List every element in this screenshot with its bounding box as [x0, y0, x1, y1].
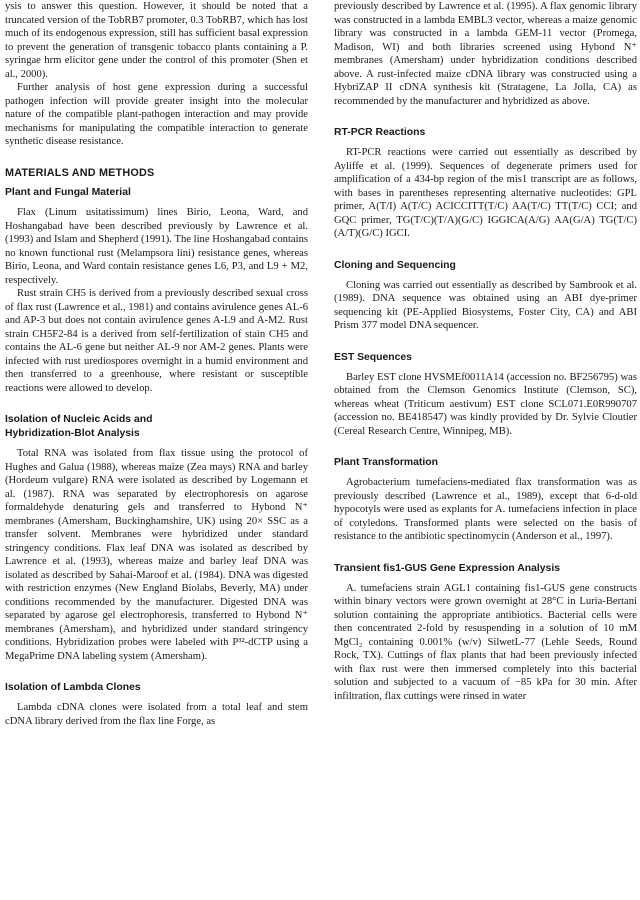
methods-heading: MATERIALS AND METHODS [5, 166, 155, 179]
cloning-paragraph: Cloning was carried out essentially as described by Sambrook et al. (1989). DNA sequence was obtained using an ABI dye-primer sequencing kit (PE-Applied Biosystems, Foster City, CA) and ABI Prism 377 model DNA sequencer. [334, 279, 637, 331]
plant-transformation-heading: Plant Transformation [334, 457, 438, 468]
intro-paragraph-2: Further analysis of host gene expression during a successful pathogen infection will provide greater insight into the molecular nature of the compatible plant-pathogen interaction and may provide mechanisms for manipulating the compatible interaction to generate synthetic disease resistance. [5, 82, 308, 147]
isolation-heading-line-1: Isolation of Nucleic Acids and [5, 414, 153, 425]
est-heading: EST Sequences [334, 351, 412, 363]
plant-fungal-heading: Plant and Fungal Material [5, 187, 131, 198]
cloning-heading: Cloning and Sequencing [334, 259, 456, 271]
rt-pcr-heading: RT-PCR Reactions [334, 127, 426, 138]
isolation-paragraph: Total RNA was isolated from flax tissue using the protocol of Hughes and Galua (1988), whereas maize (Zea mays) RNA and barley (Hordeum vulgare) RNA were isolated as described by Logemann et al. (1987). RNA was separated by electrophoresis on agarose formaldehyde denaturing gels and transferred to Hybond N⁺ membranes (Amersham, Buckinghamshire, UK) using 20× SSC as a transfer solvent. Membranes were hybridized under standard stringency conditions. Flax leaf DNA was isolated as described by Lawrence et al. (1993), whereas maize and barley leaf DNA was isolated as described by Sahai-Maroof et al. (1984). DNA was digested with restriction enzymes (New England Biolabs, Beverly, MA) under conditions recommended by the manufacturer. Digested DNA was separated by agarose gel electrophoresis, transferred to Hybond N⁺ membranes (Amersham), and hybridized under standard stringency conditions. Hybridization probes were labeled with P³²-dCTP using a MegaPrime DNA labeling system (Amersham). [5, 448, 308, 662]
lambda-clones-heading: Isolation of Lambda Clones [5, 682, 141, 693]
right-column [334, 0, 637, 703]
library-paragraph: previously described by Lawrence et al. (1995). A flax genomic library was constructed in a lambda EMBL3 vector, whereas a maize genomic library was constructed in a lambda GEM-11 vector (Promega, Madison, WI) and both libraries screened using Hybond N⁺ membranes (Amersham) under hybridization conditions described above. A rust-infected maize cDNA library was constructed using a HybriZAP II cDNA synthesis kit (Stratagene, La Jolla, CA) as recommended by the manufacturer and hybridized as above. [334, 1, 637, 107]
isolation-heading-line-2: Hybridization-Blot Analysis [5, 428, 140, 439]
rt-pcr-paragraph: RT-PCR reactions were carried out essentially as described by Ayliffe et al. (1999). Sequences of degenerate primers used for amplification of a 434-bp region of the mis1 transcript are as follows, with bases in parentheses representing alternative nucleotides: GPL primer, A(T/I) A(T/C) ACICCITT(T/C) AA(T/C) TT(T/C) CCI; and GQC primer, TG(T/C)(T/A)(G/C) IGGICA(A/G) AA(G/A) TG(T/C)(A/T)(G/C) IGCI. [334, 147, 637, 239]
intro-paragraph-1: ysis to answer this question. However, it should be noted that a truncated version of the TobRB7 promoter, 0.3 TobRB7, which has lost much of its endogenous expression, still has sufficient basal expression to prevent the generation of transgenic tobacco plants containing a P. syringae hrm elicitor gene under the control of this promoter (Shen et al., 2000). [5, 1, 308, 80]
plant-paragraph-2: Rust strain CH5 is derived from a previously described sexual cross of flax rust (Lawrence et al., 1981) and contains avirulence genes AL-6 and AP-3 but does not contain avirulence genes A-L9 and A-M2. Rust strain CH5F2-84 is a derived from self-fertilization of stain CH5 and contains the AL-6 gene but neither AL-9 nor AM-2 genes. Plants were infected with rust urediospores overnight in a humid environment and then transferred to a greenhouse, where resistant or susceptible reactions were allowed to develop. [5, 288, 308, 394]
transformation-paragraph: Agrobacterium tumefaciens-mediated flax transformation was as previously described (Lawrence et al., 1989), except that 6-d-old hypocotyls were used as explants for A. tumefaciens infection in place of cotyledons. Transformed plants were selected on the basis of resistance to the antibiotic spectinomycin (Anderson et al., 1997). [334, 477, 637, 542]
est-paragraph: Barley EST clone HVSMEf0011A14 (accession no. BF256795) was obtained from the Clemson Genomics Institute (Clemson, SC), whereas wheat (Triticum aestivum) EST clone SCL071.E0R990707 (accession no. BE418547) was kindly provided by Dr. Sylvie Cloutier (Cereal Research Centre, Winnipeg, MB). [334, 371, 637, 437]
transient-paragraph: A. tumefaciens strain AGL1 containing fis1-GUS gene constructs within binary vectors were grown overnight at 28°C in Luria-Bertani solution containing the appropriate antibiotics. Bacterial cells were then concentrated 2-fold by resuspending in a solution of 10 mM MgCl₂ containing 0.001% (w/v) SilwetL-77 (Lehle Seeds, Round Rock, TX). Cuttings of flax plants that had been previously infected with flax rust were then immersed completely into this bacterial solution and subjected to a vacuum of −85 kPa for 30 min. After infiltration, flax cuttings were rinsed in water [334, 582, 637, 702]
transient-expression-heading: Transient fis1-GUS Gene Expression Analysis [334, 562, 560, 574]
lambda-paragraph: Lambda cDNA clones were isolated from a total leaf and stem cDNA library derived from the flax line Forge, as [5, 702, 308, 727]
left-column [5, 0, 308, 728]
plant-paragraph-1: Flax (Linum usitatissimum) lines Birio, Leona, Ward, and Hoshangabad have been described previously by Lawrence et al. (1993) and Islam and Shepherd (1991). The line Hoshangabad contains no known functional rust (Melampsora lini) resistance genes, whereas Birio, Leona, and Ward contain resistance genes L6, P3, and L9 + M2, respectively. [5, 207, 308, 286]
